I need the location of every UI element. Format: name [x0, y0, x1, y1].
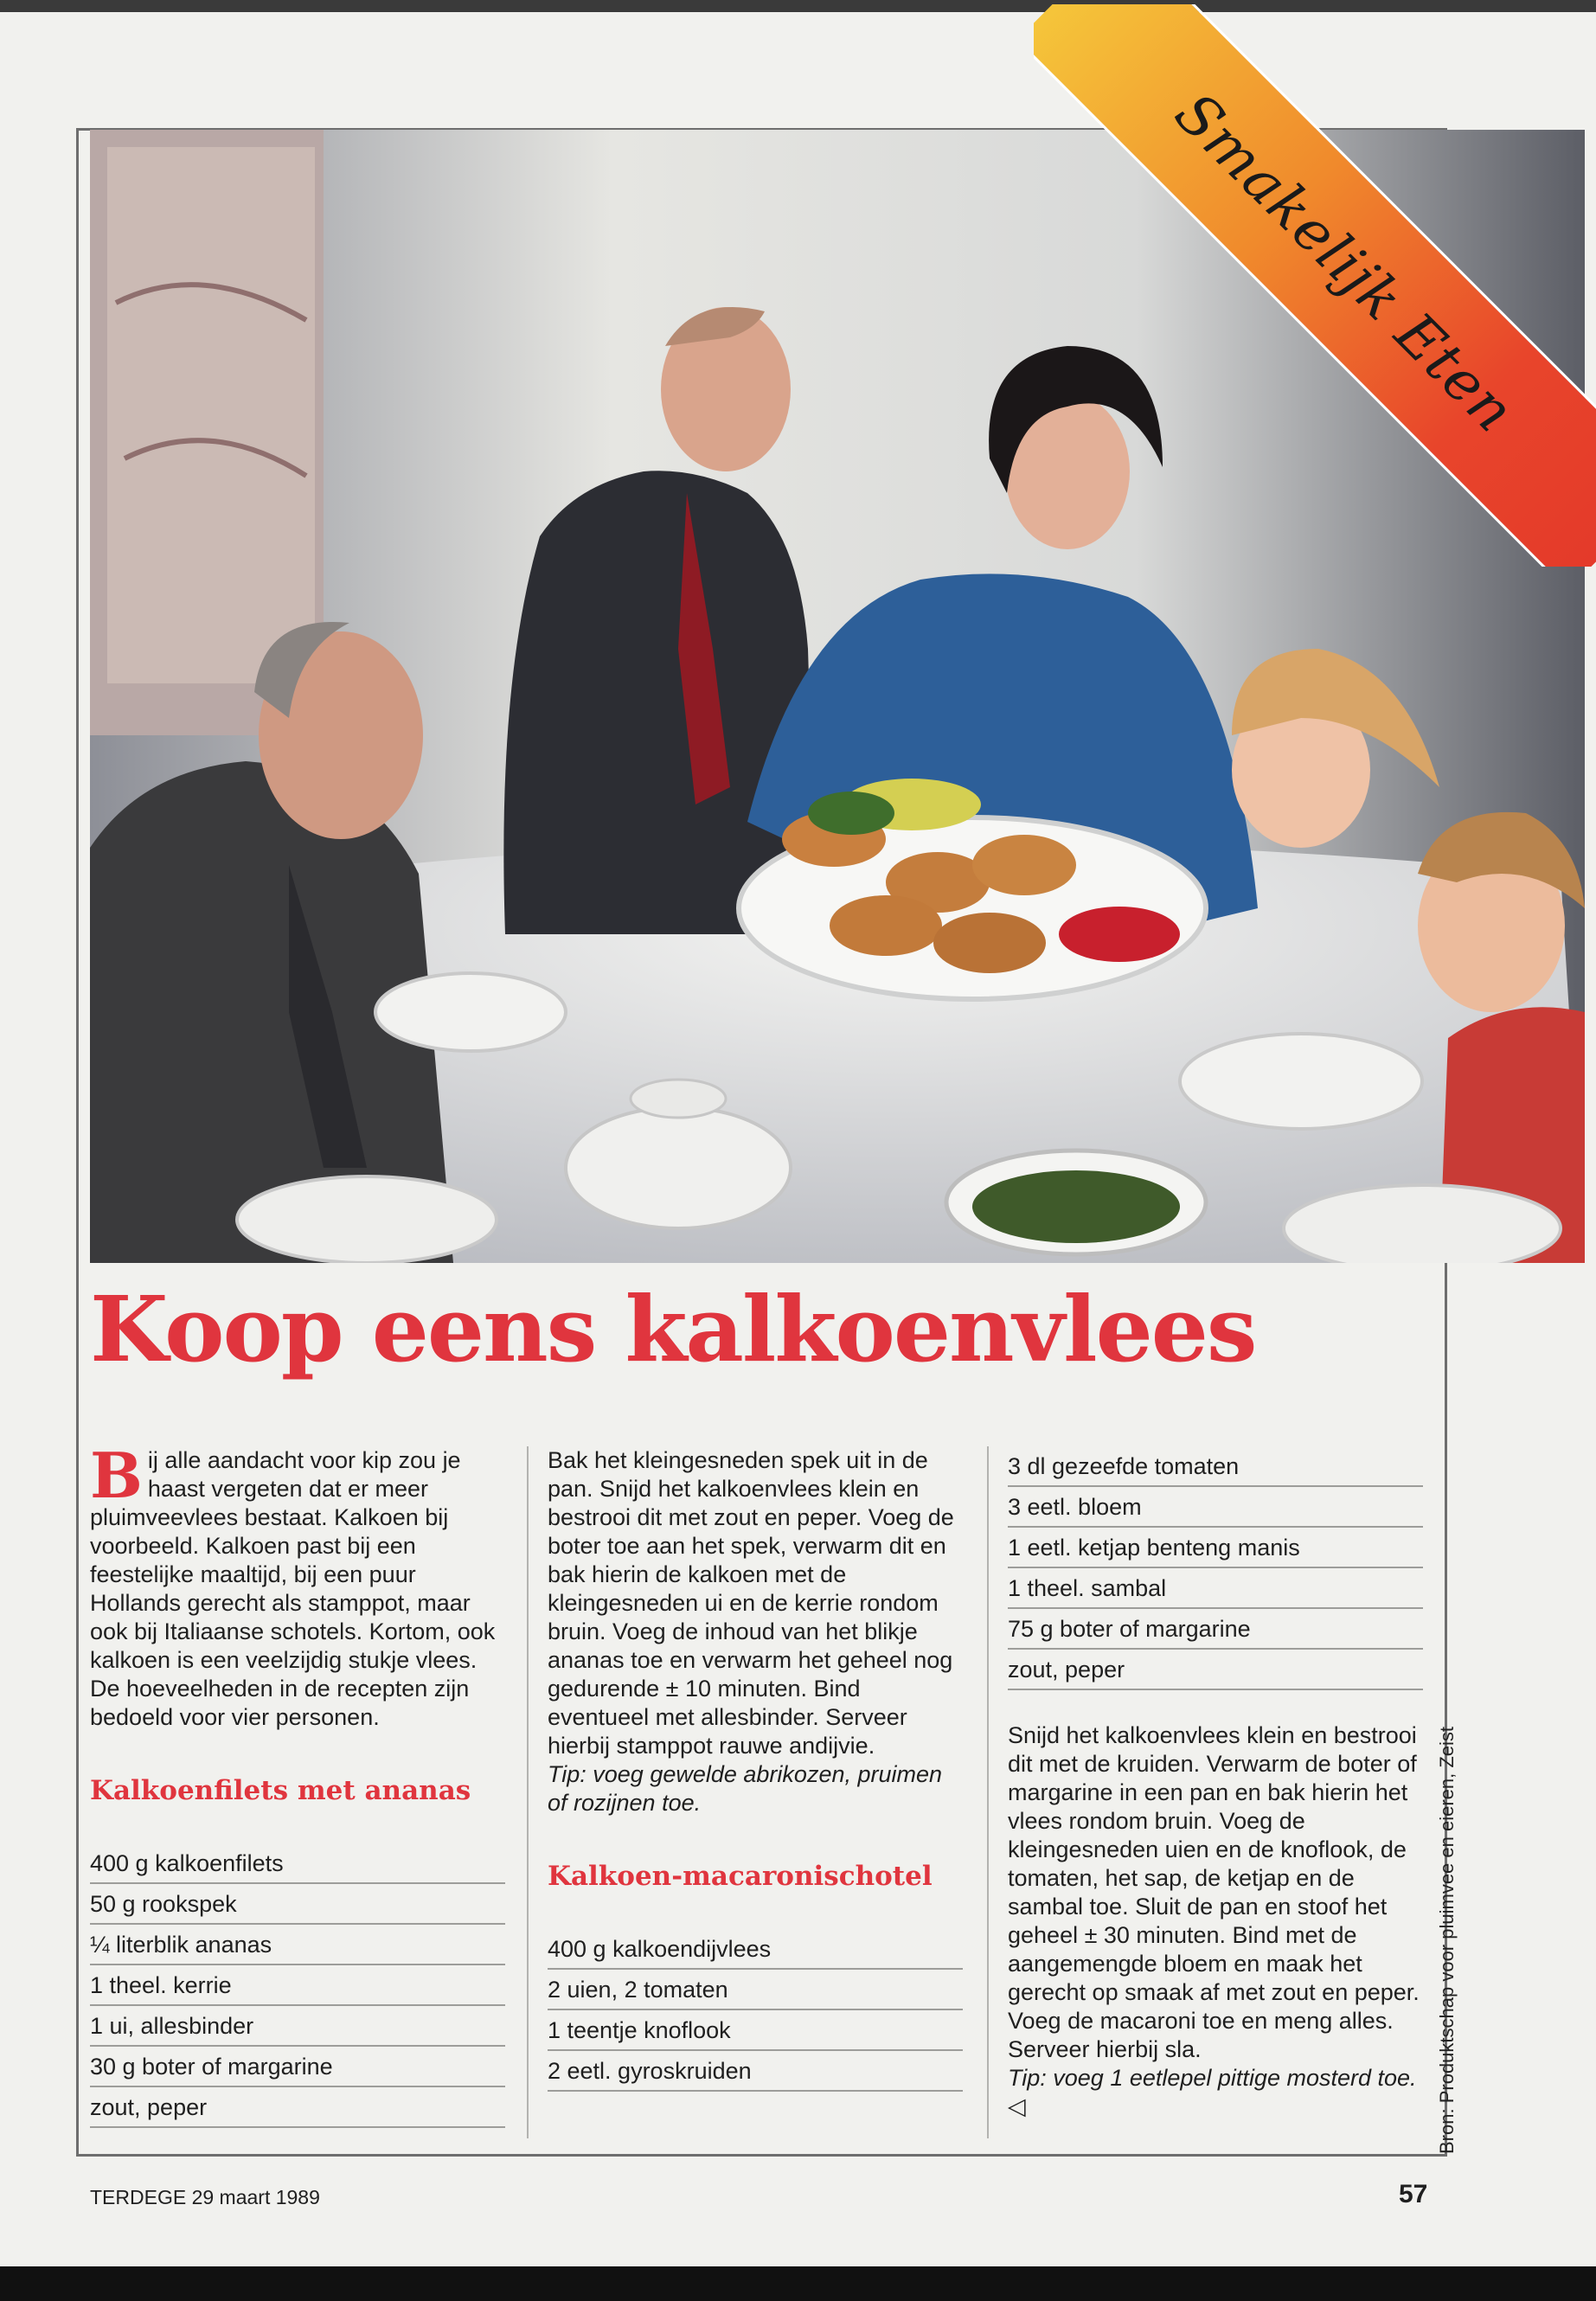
ingredient-item: ¼ literblik ananas [90, 1925, 505, 1965]
recipe-2-heading: Kalkoen-macaronischotel [548, 1861, 933, 1892]
recipe-1-ingredients [90, 1843, 505, 2128]
ingredient-item: 75 g boter of margarine [1008, 1609, 1423, 1650]
column-divider-1 [527, 1446, 529, 2138]
recipe-2-ingredients-b [1008, 1446, 1423, 1690]
recipe-2-tip-text: Tip: voeg 1 eetlepel pittige mosterd toe. [1008, 2065, 1417, 2091]
ingredient-item: 400 g kalkoendijvlees [548, 1929, 963, 1970]
recipe-1-heading: Kalkoenfilets met ananas [90, 1775, 471, 1806]
page-number: 57 [1399, 2180, 1428, 2208]
ingredient-item: 400 g kalkoenfilets [90, 1843, 505, 1884]
recipe-2-tip [1008, 2064, 1423, 2121]
scan-edge-bottom [0, 2266, 1596, 2301]
column-2 [548, 1446, 963, 2092]
ingredient-item: 3 dl gezeefde tomaten [1008, 1446, 1423, 1487]
ingredient-item: 1 eetl. ketjap benteng manis [1008, 1528, 1423, 1568]
scan-edge-top [0, 0, 1596, 12]
source-credit: Bron: Produktschap voor pluimvee en eieren, Zeist [1436, 1726, 1458, 2154]
column-divider-2 [987, 1446, 989, 2138]
footer-publication: TERDEGE 29 maart 1989 [90, 2186, 320, 2208]
ingredient-item: 2 uien, 2 tomaten [548, 1970, 963, 2010]
ingredient-item: 1 theel. kerrie [90, 1965, 505, 2006]
end-mark-icon: ◁ [1008, 2093, 1026, 2119]
recipe-1-method: Bak het kleingesneden spek uit in de pan. Snijd het kalkoenvlees klein en bestrooi dit met zout en peper. Voeg de boter toe aan het spek, verwarm dit en bak hierin de kalkoen met de kleingesneden ui en de kerrie rondom bruin. Voeg de inhoud van het blikje ananas toe en verwarm het geheel nog gedurende ± 10 minuten. Bind eventueel met allesbinder. Serveer hierbij stamppot rauwe andijvie. [548, 1447, 954, 1759]
recipe-1-tip: Tip: voeg gewelde abrikozen, pruimen of rozijnen toe. [548, 1761, 943, 1816]
ingredient-item: 30 g boter of margarine [90, 2047, 505, 2087]
ingredient-item: 50 g rookspek [90, 1884, 505, 1925]
intro-text: ij alle aandacht voor kip zou je haast vergeten dat er meer pluimveevlees bestaat. Kalkoen bij voorbeeld. Kalkoen past bij een feestelijke maaltijd, bij een puur Hollands gerecht als stamppot, maar ook bij Italiaanse schotels. Kortom, ook kalkoen is een veelzijdig stukje vlees. De hoeveelheden in de recepten zijn bedoeld voor vier personen. [90, 1447, 496, 1730]
article-title: Koop eens kalkoenvlees [90, 1276, 1256, 1382]
ingredient-item: zout, peper [1008, 1650, 1423, 1690]
ingredient-item: 3 eetl. bloem [1008, 1487, 1423, 1528]
ingredient-item: 1 ui, allesbinder [90, 2006, 505, 2047]
recipe-2-method: Snijd het kalkoenvlees klein en bestrooi dit met de kruiden. Verwarm de boter of margarine in een pan en bak hierin het vlees rondom bruin. Voeg de kleingesneden uien en de knoflook, de tomaten, het sap, de ketjap en de sambal toe. Sluit de pan en stoof het geheel ± 30 minuten. Bind met de aangemengde bloem en maak het gerecht op smaak af met zout en peper. Voeg de macaroni toe en meng alles. Serveer hierbij sla. [1008, 1722, 1420, 2062]
ingredient-item: zout, peper [90, 2087, 505, 2128]
recipe-2-ingredients-a [548, 1929, 963, 2092]
photo-illustration [90, 130, 1585, 1263]
intro-paragraph [90, 1439, 505, 1732]
drop-cap: B [90, 1439, 143, 1512]
column-3 [1008, 1446, 1423, 2121]
column-1 [90, 1439, 505, 2128]
ingredient-item: 2 eetl. gyroskruiden [548, 2051, 963, 2092]
ingredient-item: 1 teentje knoflook [548, 2010, 963, 2051]
ribbon-text: Smakelijk Eten [1162, 79, 1529, 445]
family-dinner-photo [90, 130, 1585, 1263]
ingredient-item: 1 theel. sambal [1008, 1568, 1423, 1609]
